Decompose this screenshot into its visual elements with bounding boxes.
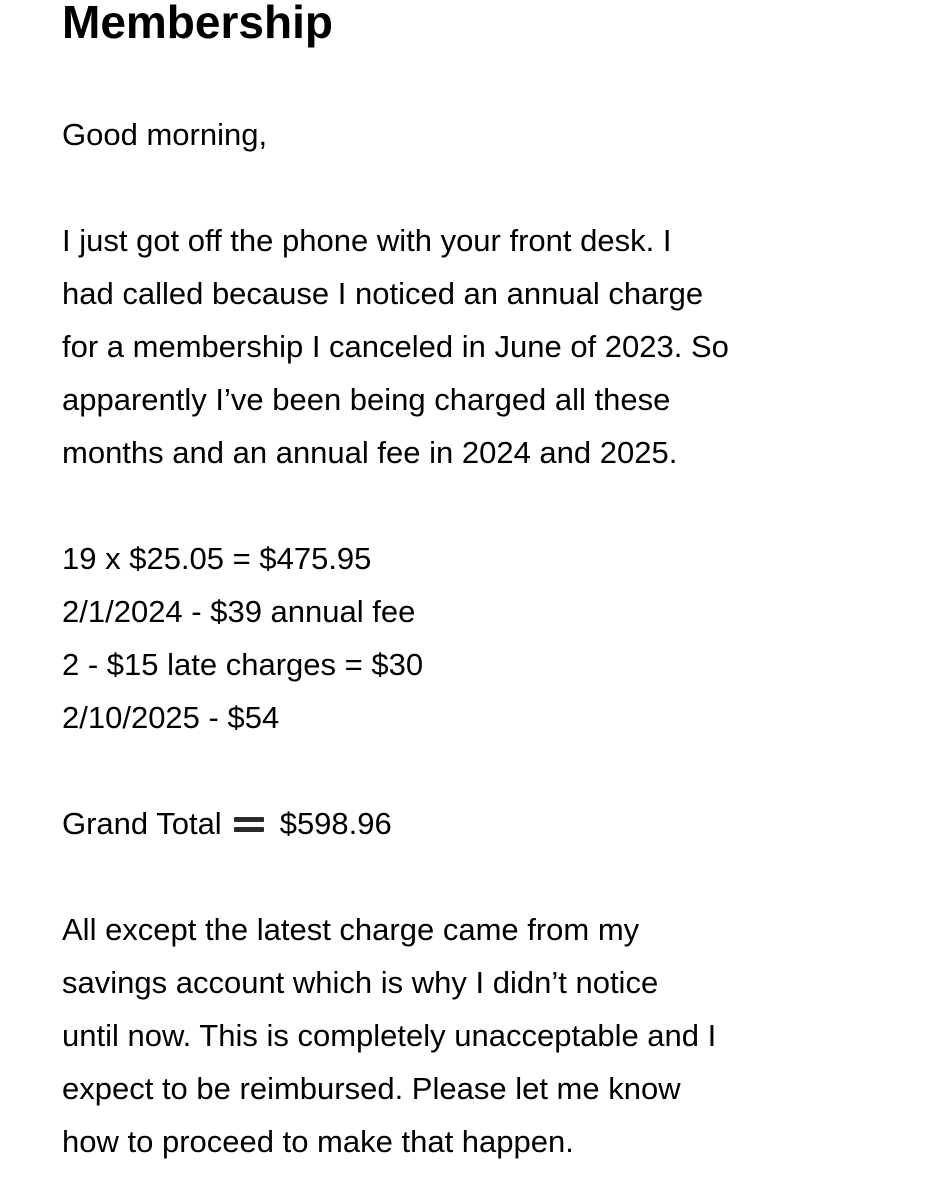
spacer: [62, 161, 922, 214]
paragraph-request: [62, 903, 922, 1168]
paragraph-line: had called because I noticed an annual charge: [62, 276, 704, 311]
spacer: [62, 744, 922, 797]
charge-item: 2 - $15 late charges = $30: [62, 647, 424, 682]
spacer: [62, 479, 922, 532]
document-body: [62, 108, 922, 1168]
paragraph-line: apparently I’ve been being charged all these: [62, 382, 671, 417]
charges-list: [62, 532, 922, 744]
paragraph-line: All except the latest charge came from my: [62, 912, 640, 947]
greeting: Good morning,: [62, 117, 268, 152]
grand-total-value: $598.96: [279, 806, 392, 841]
paragraph-line: months and an annual fee in 2024 and 2025.: [62, 435, 678, 470]
paragraph-line: savings account which is why I didn’t notice: [62, 965, 659, 1000]
paragraph-complaint: [62, 214, 922, 479]
charge-item: 2/10/2025 - $54: [62, 700, 280, 735]
paragraph-line: until now. This is completely unacceptable and I: [62, 1018, 717, 1053]
spacer: [62, 850, 922, 903]
paragraph-line: expect to be reimbursed. Please let me know: [62, 1071, 681, 1106]
grand-total: [62, 797, 922, 850]
paragraph-line: how to proceed to make that happen.: [62, 1124, 574, 1159]
document-title: Membership: [62, 0, 333, 48]
charge-item: 2/1/2024 - $39 annual fee: [62, 594, 416, 629]
paragraph-line: I just got off the phone with your front desk. I: [62, 223, 672, 258]
grand-total-label: Grand Total: [62, 806, 222, 841]
paragraph-line: for a membership I canceled in June of 2023. So: [62, 329, 729, 364]
charge-item: 19 x $25.05 = $475.95: [62, 541, 372, 576]
equals-icon: [232, 797, 266, 850]
